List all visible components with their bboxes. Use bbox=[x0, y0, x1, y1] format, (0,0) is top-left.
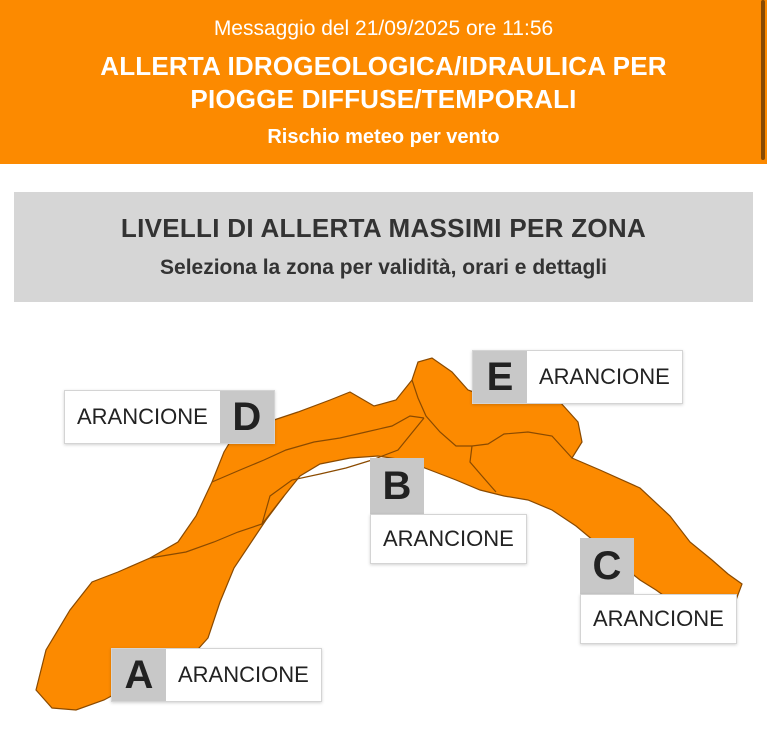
zone-a-level: ARANCIONE bbox=[178, 662, 309, 687]
zone-b-letter: B bbox=[370, 458, 424, 514]
zone-b-level: ARANCIONE bbox=[370, 514, 527, 564]
zone-e-level: ARANCIONE bbox=[539, 364, 670, 389]
zone-c-level: ARANCIONE bbox=[580, 594, 737, 644]
zone-d-letter: D bbox=[220, 391, 274, 443]
alert-title bbox=[0, 50, 767, 116]
levels-title: LIVELLI DI ALLERTA MASSIMI PER ZONA bbox=[120, 213, 647, 243]
zone-d-label[interactable] bbox=[64, 390, 275, 444]
zone-c-letter: C bbox=[580, 538, 634, 594]
zone-c-label[interactable] bbox=[580, 538, 737, 644]
alert-title-line-2: PIOGGE DIFFUSE/TEMPORALI bbox=[190, 84, 577, 114]
zone-b-label[interactable] bbox=[370, 458, 527, 564]
zone-a-letter: A bbox=[112, 649, 166, 701]
zone-a-label[interactable] bbox=[111, 648, 322, 702]
alert-header bbox=[0, 0, 767, 164]
liguria-zone-map bbox=[0, 320, 767, 741]
alert-title-line-1: ALLERTA IDROGEOLOGICA/IDRAULICA PER bbox=[100, 51, 667, 81]
levels-subtitle: Seleziona la zona per validità, orari e dettagli bbox=[160, 256, 607, 279]
zone-d-level: ARANCIONE bbox=[77, 404, 208, 429]
message-date: Messaggio del 21/09/2025 ore 11:56 bbox=[213, 17, 554, 40]
zone-e-label[interactable] bbox=[472, 350, 683, 404]
zone-e-letter: E bbox=[473, 351, 527, 403]
levels-panel bbox=[14, 192, 753, 302]
alert-subtitle: Rischio meteo per vento bbox=[267, 126, 500, 148]
